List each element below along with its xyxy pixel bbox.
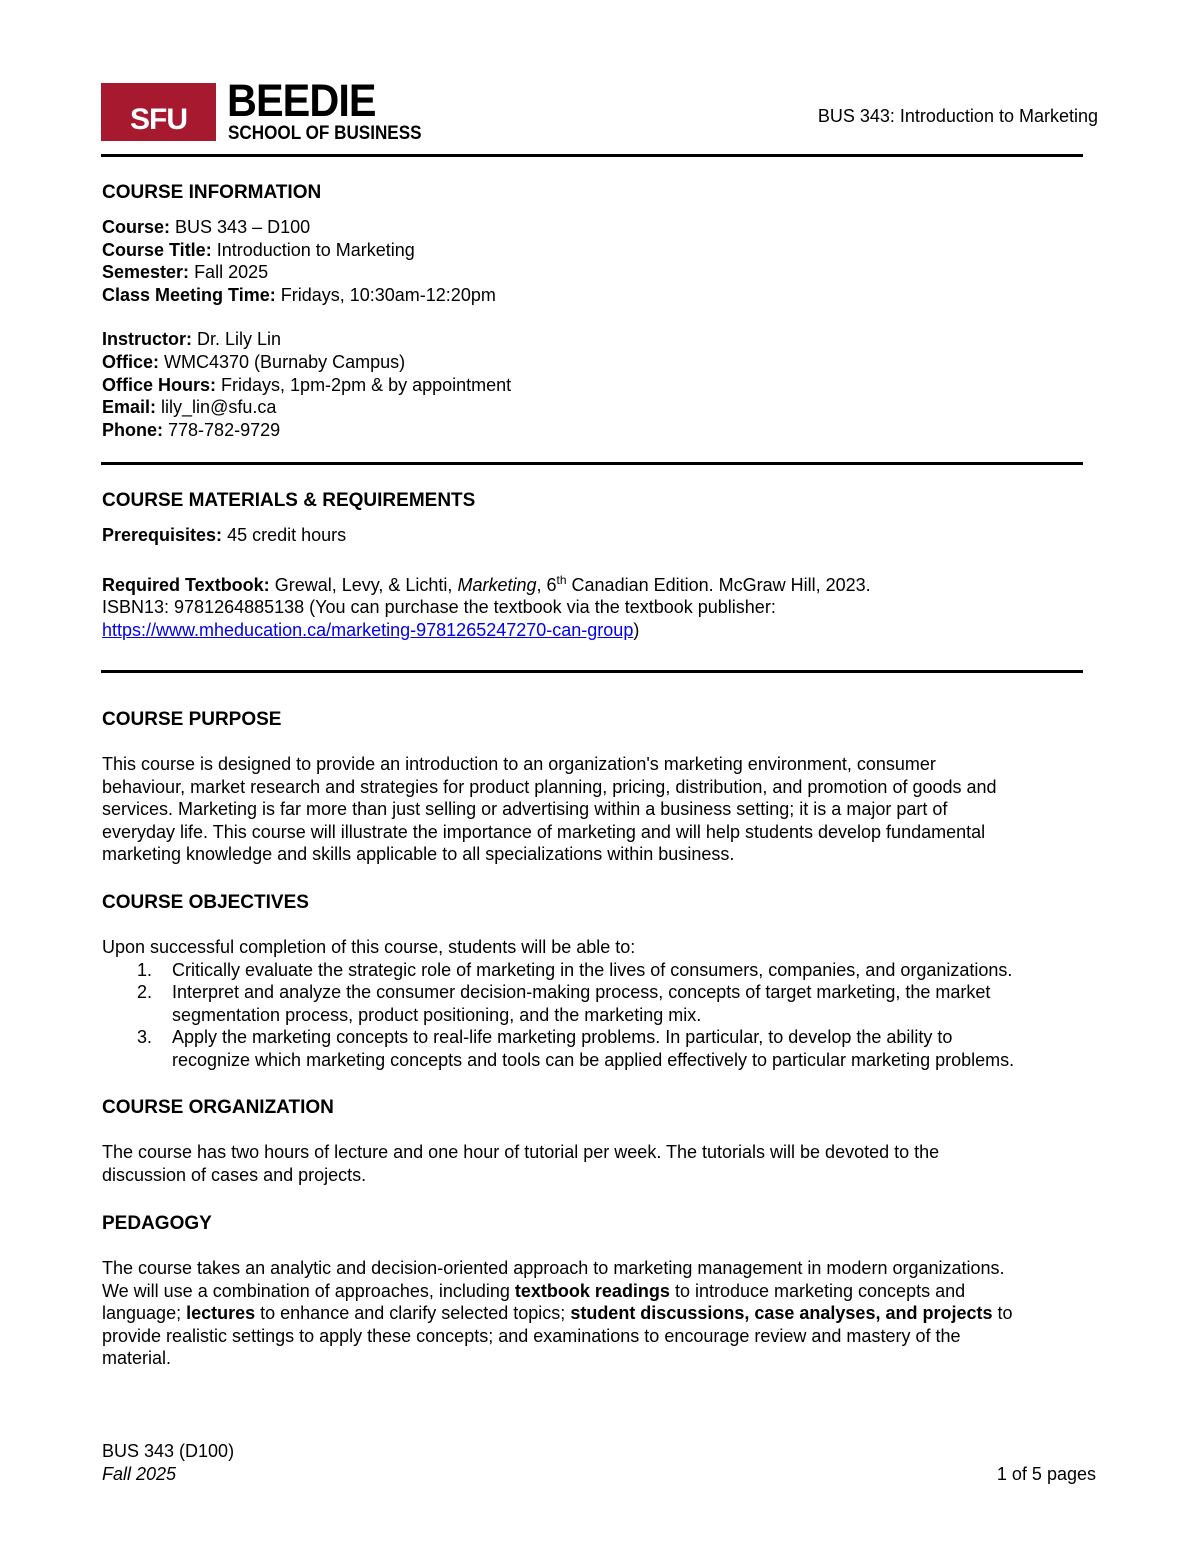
prerequisites-field: Prerequisites: 45 credit hours — [102, 525, 347, 545]
course-organization-section — [102, 1097, 1102, 1186]
section-title: COURSE INFORMATION — [102, 182, 322, 203]
section-title: COURSE PURPOSE — [102, 709, 282, 730]
meeting-time-field: Class Meeting Time: Fridays, 10:30am-12:20pm — [102, 284, 496, 305]
footer-semester: Fall 2025 — [102, 1463, 177, 1484]
course-materials-section — [102, 490, 1102, 641]
purpose-line: This course is designed to provide an introduction to an organization's marketing environment, consumer — [102, 754, 936, 774]
purpose-line: services. Marketing is far more than just selling or advertising within a business setting; it is a major part of — [102, 799, 948, 820]
divider — [101, 462, 1083, 465]
objectives-intro: Upon successful completion of this course, students will be able to: — [102, 937, 636, 957]
office-hours-field: Office Hours: Fridays, 1pm-2pm & by appointment — [102, 374, 512, 395]
course-header: BUS 343: Introduction to Marketing — [817, 106, 1098, 126]
pedagogy-line: We will use a combination of approaches, including textbook readings to introduce marketing concepts and — [102, 1280, 966, 1301]
organization-line: The course has two hours of lecture and one hour of tutorial per week. The tutorials will be devoted to the — [102, 1142, 940, 1162]
footer-course-info — [102, 1440, 234, 1485]
divider — [101, 670, 1083, 673]
objectives-list — [102, 959, 1102, 1072]
list-item: 1. Critically evaluate the strategic role of marketing in the lives of consumers, companies, and organizations. — [137, 959, 1013, 980]
instructor-field: Instructor: Dr. Lily Lin — [102, 329, 282, 350]
isbn-line: ISBN13: 9781264885138 (You can purchase the textbook via the textbook publisher: — [102, 597, 776, 618]
textbook-field: Required Textbook: Grewal, Levy, & Lichti, Marketing, 6th Canadian Edition. McGraw Hill, 2023. — [102, 572, 871, 595]
pedagogy-line: material. — [102, 1348, 172, 1369]
course-field: Course: BUS 343 – D100 — [102, 217, 311, 237]
sfu-logo-text: SFU — [130, 103, 187, 136]
semester-field: Semester: Fall 2025 — [102, 262, 269, 283]
publisher-link-line: https://www.mheducation.ca/marketing-9781265247270-can-group) — [102, 619, 640, 640]
beedie-logo-text: BEEDIE — [227, 75, 376, 126]
pedagogy-line: The course takes an analytic and decision-oriented approach to marketing management in modern organizations. — [102, 1258, 1005, 1278]
section-title: PEDAGOGY — [102, 1213, 212, 1234]
course-information-section — [102, 182, 1102, 441]
pedagogy-section — [102, 1213, 1102, 1370]
purpose-line: marketing knowledge and skills applicable to all specializations within business. — [102, 844, 735, 865]
pedagogy-line: provide realistic settings to apply these concepts; and examinations to encourage review and mastery of the — [102, 1325, 961, 1346]
organization-line: discussion of cases and projects. — [102, 1164, 367, 1185]
divider — [101, 154, 1083, 157]
course-objectives-section — [102, 892, 1102, 1072]
purpose-line: everyday life. This course will illustrate the importance of marketing and will help students develop fundamental — [102, 821, 986, 842]
list-item: 2. Interpret and analyze the consumer decision-making process, concepts of target marketing, the market segmentation process, product positioning, and the marketing mix. — [137, 982, 991, 1025]
section-title: COURSE ORGANIZATION — [102, 1097, 334, 1118]
page-number: 1 of 5 pages — [996, 1464, 1096, 1484]
purpose-line: behaviour, market research and strategies for product planning, pricing, distribution, and promotion of goods and — [102, 776, 997, 797]
pedagogy-line: language; lectures to enhance and clarify selected topics; student discussions, case analyses, and projects to — [102, 1303, 1013, 1324]
publisher-link[interactable]: https://www.mheducation.ca/marketing-9781265247270-can-group — [102, 619, 634, 640]
list-item: 3. Apply the marketing concepts to real-life marketing problems. In particular, to develop the ability to recognize which marketing concepts and tools can be applied effectively to particular marketing problems. — [137, 1027, 1015, 1070]
school-of-business-logo-text: SCHOOL OF BUSINESS — [228, 123, 422, 144]
office-field: Office: WMC4370 (Burnaby Campus) — [102, 351, 406, 372]
section-title: COURSE MATERIALS & REQUIREMENTS — [102, 490, 476, 511]
email-field: Email: lily_lin@sfu.ca — [102, 397, 277, 418]
course-purpose-section — [102, 709, 1102, 866]
section-title: COURSE OBJECTIVES — [102, 892, 309, 913]
phone-field: Phone: 778-782-9729 — [102, 419, 281, 440]
sfu-logo-block — [101, 83, 216, 141]
course-title-field: Course Title: Introduction to Marketing — [102, 239, 415, 260]
footer-course: BUS 343 (D100) — [102, 1441, 235, 1461]
